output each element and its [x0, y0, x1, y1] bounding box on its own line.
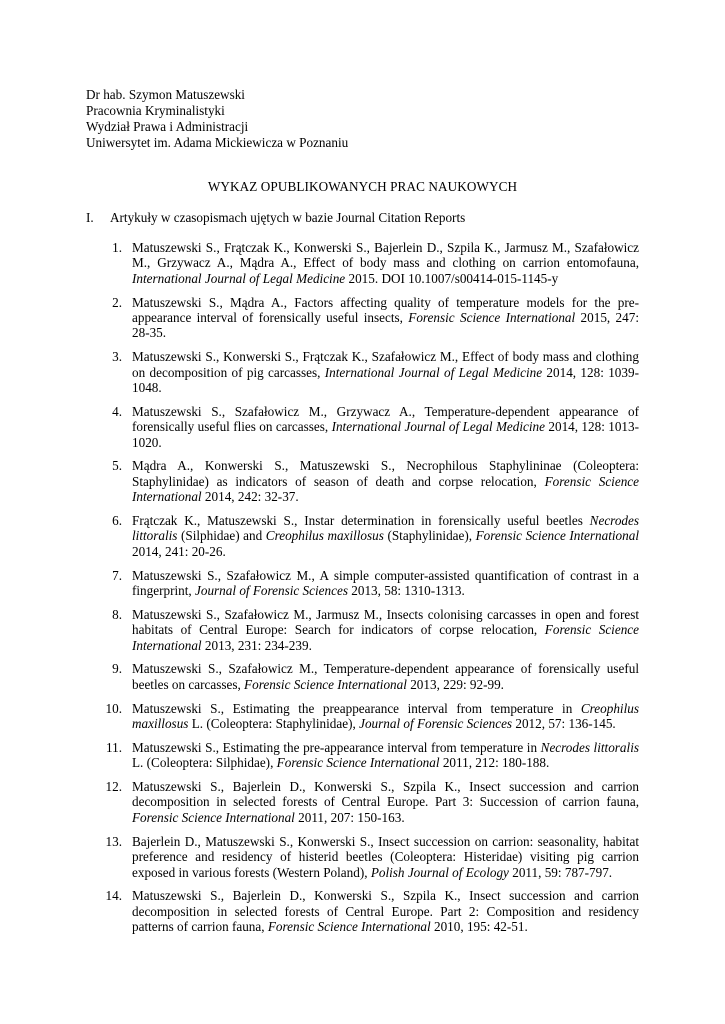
- publication-number: 12.: [105, 779, 122, 795]
- publication-list: [0, 240, 725, 943]
- publication-item: [0, 779, 725, 825]
- section-number: I.: [86, 210, 94, 225]
- journal-name: Forensic Science International: [132, 809, 295, 825]
- author-university: Uniwersytet im. Adama Mickiewicza w Poznaniu: [86, 135, 349, 150]
- publication-text: Matuszewski S., Szafałowicz M., Grzywacz A., Temperature-dependent appearance of forensically useful flies on carcasses, International Journal of Legal Medicine 2014, 128: 1013-1020.: [132, 403, 639, 450]
- publication-number: 6.: [112, 513, 122, 529]
- publication-text: Mądra A., Konwerski S., Matuszewski S., Necrophilous Staphylininae (Coleoptera: Staphylinidae) as indicators of season of death and corpse relocation, Forensic Science International 2014, 242: 32-37.: [132, 458, 639, 505]
- journal-name: Forensic Science International: [132, 473, 639, 505]
- journal-name: Journal of Forensic Sciences: [195, 583, 348, 599]
- publication-item: [0, 513, 725, 559]
- publication-number: 5.: [112, 458, 122, 474]
- journal-name: International Journal of Legal Medicine: [324, 364, 543, 380]
- publication-number: 2.: [112, 294, 122, 310]
- publication-number: 1.: [112, 240, 122, 255]
- publication-number: 3.: [112, 349, 122, 365]
- journal-name: International Journal of Legal Medicine: [331, 419, 546, 435]
- publication-item: [0, 568, 725, 599]
- species-name: Creophilus maxillosus: [132, 700, 639, 732]
- publication-number: 13.: [105, 833, 122, 849]
- journal-name: Forensic Science International: [267, 919, 431, 935]
- publication-item: [0, 607, 725, 653]
- journal-name: Polish Journal of Ecology: [370, 864, 509, 880]
- publication-item: [0, 349, 725, 395]
- document-title: WYKAZ OPUBLIKOWANYCH PRAC NAUKOWYCH: [207, 179, 518, 194]
- publication-number: 10.: [105, 700, 122, 716]
- species-name: Necrodes littoralis: [540, 739, 639, 755]
- species-name: Necrodes littoralis: [132, 513, 639, 544]
- journal-name: Forensic Science International: [276, 755, 440, 771]
- author-name: Dr hab. Szymon Matuszewski: [86, 87, 245, 102]
- publication-text: Matuszewski S., Mądra A., Factors affecting quality of temperature models for the pre-appearance interval of forensically useful insects, Forensic Science International 2015, 247: 28-35.: [132, 294, 639, 341]
- species-name: Creophilus maxillosus: [265, 528, 384, 544]
- publication-item: [0, 458, 725, 504]
- publication-text: Matuszewski S., Konwerski S., Frątczak K., Szafałowicz M., Effect of body mass and clothing on decomposition of pig carcasses, International Journal of Legal Medicine 2014, 128: 1039-1048.: [132, 349, 639, 396]
- publication-item: [0, 740, 725, 771]
- journal-name: Forensic Science International: [408, 310, 576, 326]
- publication-item: [0, 834, 725, 880]
- publication-item: [0, 661, 725, 692]
- publication-text: Matuszewski S., Bajerlein D., Konwerski S., Szpila K., Insect succession and carrion decomposition in selected forests of Central Europe. Part 2: Composition and residency patterns of carrion fauna, Forensic Science International 2010, 195: 42-51.: [132, 888, 639, 935]
- journal-name: Journal of Forensic Sciences: [359, 716, 513, 732]
- journal-name: Forensic Science International: [475, 528, 640, 544]
- publication-text: Matuszewski S., Estimating the pre-appearance interval from temperature in Necrodes littoralis L. (Coleoptera: Silphidae), Forensic Science International 2011, 212: 180-188.: [132, 739, 639, 771]
- publication-text: Matuszewski S., Szafałowicz M., A simple computer-assisted quantification of contrast in a fingerprint, Journal of Forensic Sciences 2013, 58: 1310-1313.: [132, 567, 639, 599]
- publication-number: 4.: [112, 403, 122, 419]
- publication-number: 7.: [112, 567, 122, 583]
- author-unit: Pracownia Kryminalistyki: [86, 103, 225, 118]
- publication-number: 8.: [112, 606, 122, 622]
- section-label: Artykuły w czasopismach ujętych w bazie Journal Citation Reports: [110, 210, 466, 225]
- publication-text: Matuszewski S., Szafałowicz M., Temperature-dependent appearance of forensically useful beetles on carcasses, Forensic Science International 2013, 229: 92-99.: [132, 661, 639, 692]
- journal-name: Forensic Science International: [132, 622, 640, 653]
- publication-text: Frątczak K., Matuszewski S., Instar determination in forensically useful beetles Necrodes littoralis (Silphidae) and Creophilus maxillosus (Staphylinidae), Forensic Science International 2014, 241: 20-26.: [132, 513, 640, 559]
- publication-item: [0, 701, 725, 732]
- publication-text: Matuszewski S., Szafałowicz M., Jarmusz M., Insects colonising carcasses in open and forest habitats of Central Europe: Search for indicators of corpse relocation, Forensic Science International 2013, 231: 234-239.: [132, 606, 640, 653]
- publication-text: Matuszewski S., Estimating the preappearance interval from temperature in Creophilus maxillosus L. (Coleoptera: Staphylinidae), Journal of Forensic Sciences 2012, 57: 136-145.: [132, 700, 639, 732]
- author-header: [86, 87, 348, 151]
- publication-number: 11.: [106, 739, 122, 755]
- publication-item: [0, 295, 725, 341]
- publication-number: 14.: [105, 888, 122, 904]
- publication-number: 9.: [112, 661, 122, 677]
- publication-text: Bajerlein D., Matuszewski S., Konwerski S., Insect succession on carrion: seasonality, habitat preference and residency of histerid beetles (Coleoptera: Histeridae) visiting pig carrion exposed in various forests (Western Poland), Polish Journal of Ecology 2011, 59: 787-797.: [132, 833, 639, 880]
- publication-text: Matuszewski S., Frątczak K., Konwerski S., Bajerlein D., Szpila K., Jarmusz M., Szafałowicz M., Grzywacz A., Mądra A., Effect of body mass and clothing on carrion entomofauna, International Journal of Legal Medicine 2015. DOI 10.1007/s00414-015-1145-y: [132, 240, 639, 286]
- publication-item: [0, 240, 725, 286]
- journal-name: International Journal of Legal Medicine: [132, 270, 346, 286]
- publication-item: [0, 888, 725, 934]
- journal-name: Forensic Science International: [244, 676, 407, 692]
- publication-item: [0, 404, 725, 450]
- publication-text: Matuszewski S., Bajerlein D., Konwerski S., Szpila K., Insect succession and carrion decomposition in selected forests of Central Europe. Part 3: Succession of carrion fauna, Forensic Science International 2011, 207: 150-163.: [132, 779, 639, 825]
- author-faculty: Wydział Prawa i Administracji: [86, 119, 249, 134]
- section-heading: [86, 210, 465, 225]
